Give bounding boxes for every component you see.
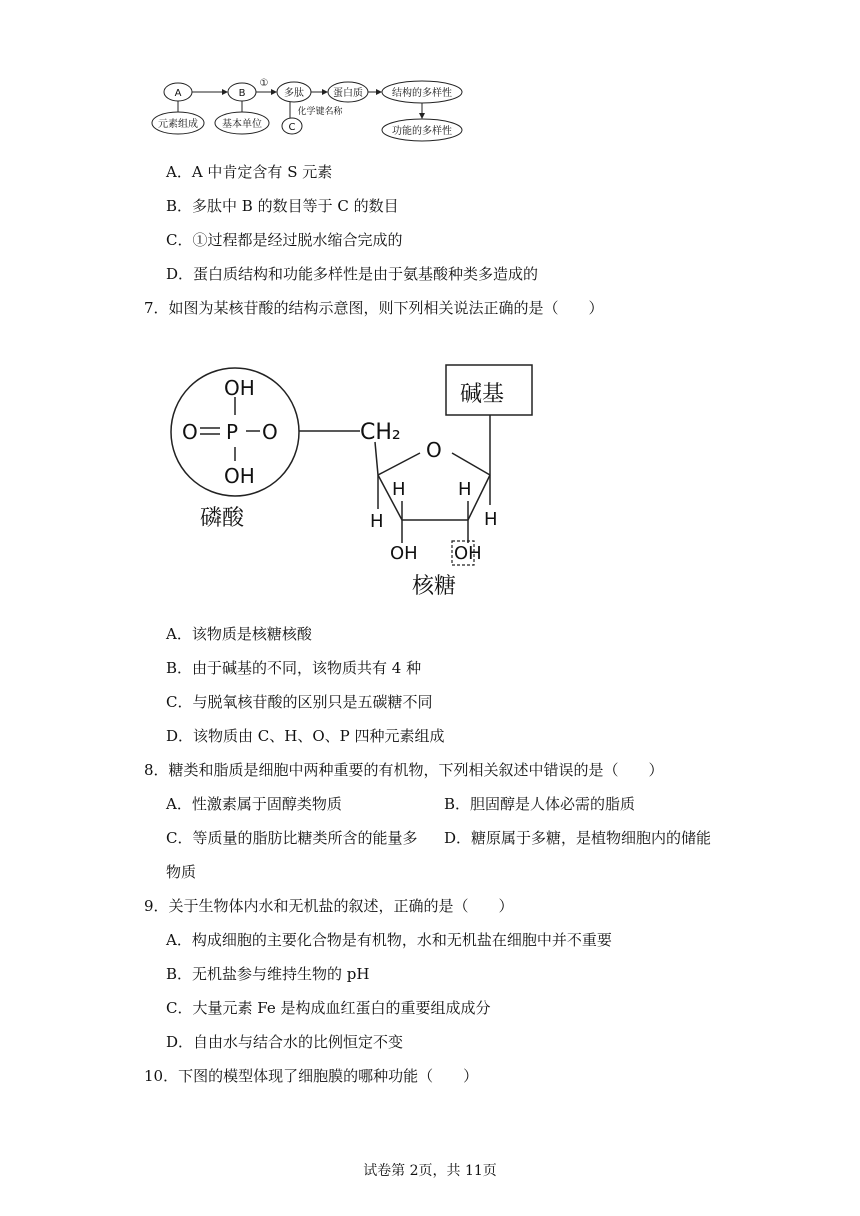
ribose-label: 核糖 [412,574,457,599]
label-elements: 元素组成 [158,119,198,130]
ch2-label: CH₂ [360,420,401,445]
q9-option-a: A．构成细胞的主要化合物是有机物，水和无机盐在细胞中并不重要 [166,931,612,949]
oh-c3: OH [390,543,418,564]
ring-o: O [426,438,442,462]
label-struct: 结构的多样性 [392,88,452,99]
p-atom: P [226,420,239,444]
q7-option-c: C．与脱氧核苷酸的区别只是五碳糖不同 [166,693,433,711]
q8-option-d-continued: 物质 [166,863,197,881]
q8-option-a: A．性激素属于固醇类物质 [166,795,342,813]
label-units: 基本单位 [222,119,262,130]
q7-option-b: B．由于碱基的不同，该物质共有 4 种 [166,659,422,677]
nucleotide-diagram [160,355,560,610]
q9-option-b: B．无机盐参与维持生物的 pH [166,965,370,983]
label-step1: ① [259,78,269,89]
label-protein: 蛋白质 [333,88,363,99]
h-c1: H [484,509,498,530]
h-c3: H [392,479,406,500]
q10-stem: 10．下图的模型体现了细胞膜的哪种功能（ ） [144,1067,479,1085]
q7-option-d: D．该物质由 C、H、O、P 四种元素组成 [166,727,445,745]
label-b: B [238,88,246,99]
label-polypeptide: 多肽 [284,88,304,99]
q9-option-d: D．自由水与结合水的比例恒定不变 [166,1033,404,1051]
oh-bottom: OH [224,464,255,488]
q6-option-a: A．A 中肯定含有 S 元素 [166,163,333,181]
q8-option-d: D．糖原属于多糖，是植物细胞内的储能 [444,829,712,847]
q7-stem: 7．如图为某核苷酸的结构示意图，则下列相关说法正确的是（ ） [144,299,604,317]
page-footer: 试卷第 2页，共 11页 [363,1163,497,1179]
label-c: C [288,122,296,133]
phosphate-label: 磷酸 [200,506,245,531]
h-c4: H [370,511,384,532]
q9-option-c: C．大量元素 Fe 是构成血红蛋白的重要组成成分 [166,999,491,1017]
q7-option-a: A．该物质是核糖核酸 [166,625,312,643]
label-bond: 化学键名称 [297,107,343,117]
o-left: O [182,420,198,444]
h-c2: H [458,479,472,500]
q6-option-d: D．蛋白质结构和功能多样性是由于氨基酸种类多造成的 [166,265,539,283]
protein-flow-diagram [150,76,470,146]
oh-c2: OH [454,543,482,564]
q9-stem: 9．关于生物体内水和无机盐的叙述，正确的是（ ） [144,897,514,915]
base-label: 碱基 [460,382,505,407]
oh-top: OH [224,376,255,400]
q6-option-b: B．多肽中 B 的数目等于 C 的数目 [166,197,399,215]
label-func: 功能的多样性 [392,126,452,137]
o-right: O [262,420,278,444]
q8-option-b: B．胆固醇是人体必需的脂质 [444,795,636,813]
q6-option-c: C．①过程都是经过脱水缩合完成的 [166,231,403,249]
q8-option-c: C．等质量的脂肪比糖类所含的能量多 [166,829,418,847]
label-a: A [174,88,182,99]
q8-stem: 8．糖类和脂质是细胞中两种重要的有机物，下列相关叙述中错误的是（ ） [144,761,664,779]
